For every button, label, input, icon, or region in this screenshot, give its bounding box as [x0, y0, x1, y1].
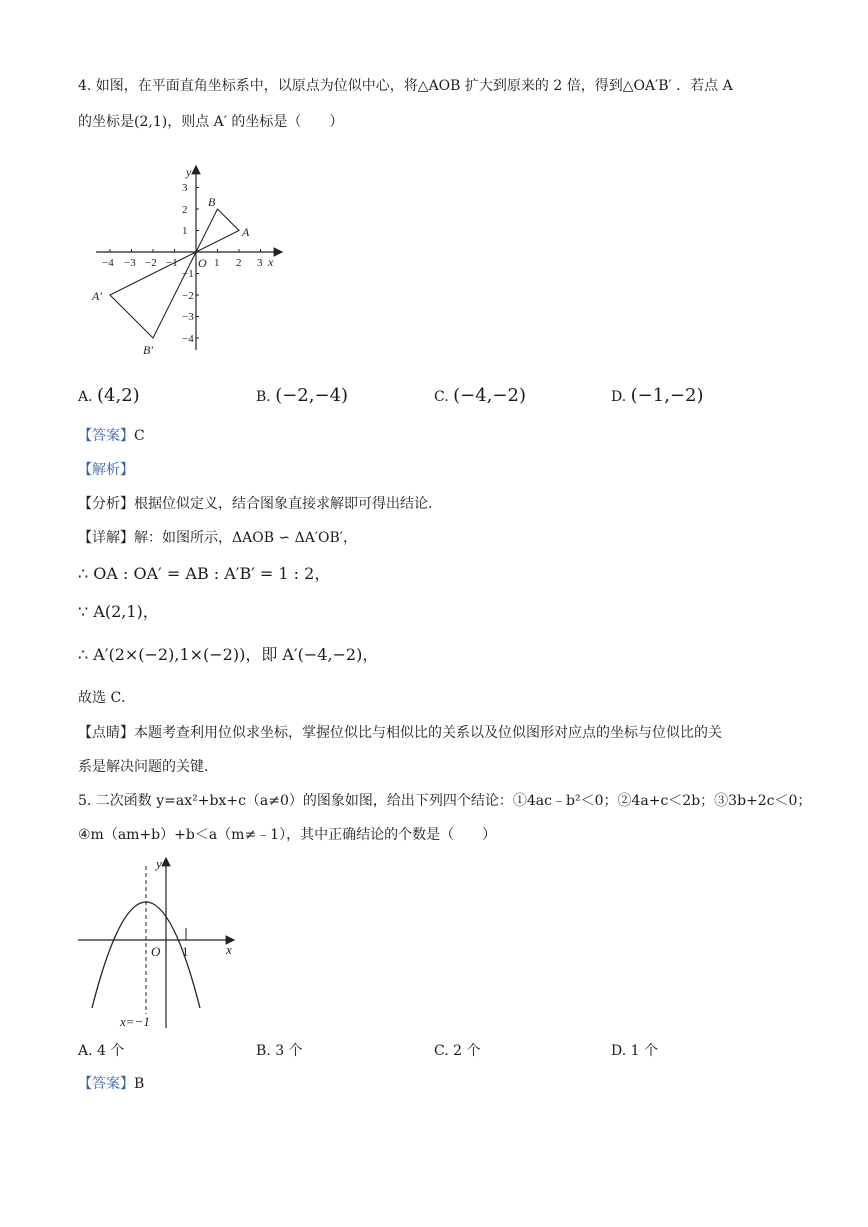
q4-step-3: ∴ A′(2×(−2),1×(−2))，即 A′(−4,−2)， — [78, 645, 379, 664]
q5-parabola-figure — [76, 852, 246, 1032]
q4-fenxi — [78, 494, 442, 514]
q4-option-c[interactable] — [434, 385, 526, 406]
x-tick-label: −3 — [124, 257, 136, 269]
analysis-tag: 【解析】 — [78, 462, 134, 478]
q5-option-c[interactable] — [434, 1040, 480, 1060]
option-value: (4,2) — [97, 385, 140, 406]
y-tick-label: −4 — [182, 333, 194, 345]
y-tick-label: 1 — [182, 225, 188, 237]
q5-stem-line2: ④m（am+b）+b＜a（m≠﹣1），其中正确结论的个数是（ ） — [78, 827, 497, 843]
origin-label: O — [198, 256, 207, 270]
q4-option-a[interactable] — [78, 385, 140, 406]
q4-option-d[interactable] — [611, 385, 703, 406]
option-letter: D. — [611, 389, 627, 405]
origin-label: O — [151, 944, 161, 959]
option-letter: A. — [78, 389, 93, 405]
q4-stem-line1: 4. 如图，在平面直角坐标系中，以原点为位似中心，将△AOB 扩大到原来的 2 倍，得到△OA′B′ ．若点 A — [78, 78, 733, 94]
q5-option-b[interactable] — [256, 1040, 303, 1060]
option-letter: A. — [78, 1043, 93, 1059]
y-tick-label: 3 — [182, 182, 188, 194]
q4-analysis-heading — [78, 460, 134, 480]
q4-step-2: ∵ A(2,1)， — [78, 602, 159, 621]
q5-option-d[interactable] — [611, 1040, 658, 1060]
q4-option-b[interactable] — [256, 385, 348, 406]
option-value: (−4,−2) — [453, 385, 526, 406]
y-tick-label: −2 — [182, 290, 194, 302]
x-tick-label: −4 — [102, 257, 114, 269]
option-letter: C. — [434, 1043, 449, 1059]
tick-1-label: 1 — [182, 944, 189, 959]
x-tick-label: −2 — [145, 257, 157, 269]
q4-dianjing — [78, 723, 722, 743]
triangle-aob — [196, 209, 239, 252]
q4-dianjing-cont: 系是解决问题的关键． — [78, 759, 218, 775]
y-tick-label: −1 — [182, 268, 194, 280]
xiangjie-text: 解：如图所示，ΔAOB ∽ ΔA′OB′， — [134, 530, 357, 546]
option-value: 2 个 — [453, 1043, 481, 1059]
q4-xiangjie — [78, 528, 357, 548]
xiangjie-tag: 【详解】 — [78, 530, 134, 546]
option-value: (−2,−4) — [275, 385, 349, 406]
dianjing-text: 本题考查利用位似求坐标，掌握位似比与相似比的关系以及位似图形对应点的坐标与位似比的关 — [134, 725, 722, 741]
option-letter: C. — [434, 389, 449, 405]
point-b2-label: B′ — [143, 343, 153, 357]
option-letter: D. — [611, 1043, 627, 1059]
answer-value: B — [134, 1076, 145, 1092]
q5-option-a[interactable] — [78, 1040, 124, 1060]
q4-step-4: 故选 C． — [78, 690, 136, 706]
y-tick-label: 2 — [182, 204, 188, 216]
q4-answer — [78, 426, 145, 446]
answer-tag: 【答案】 — [78, 1076, 134, 1092]
x-tick-label: 1 — [214, 257, 220, 269]
option-letter: B. — [256, 1043, 271, 1059]
dianjing-tag: 【点睛】 — [78, 725, 134, 741]
option-value: 1 个 — [630, 1043, 658, 1059]
y-axis-label: y — [186, 165, 192, 179]
y-tick-label: −3 — [182, 311, 194, 323]
option-value: 3 个 — [275, 1043, 303, 1059]
symmetry-label: x=−1 — [120, 1014, 150, 1029]
answer-value: C — [134, 428, 145, 444]
point-b-label: B — [208, 195, 216, 209]
x-tick-label: −1 — [166, 257, 178, 269]
y-axis-label: y — [156, 856, 162, 871]
q4-coordinate-figure — [90, 158, 290, 368]
q5-stem-line1: 5. 二次函数 y=ax²+bx+c（a≠0）的图象如图，给出下列四个结论：①4ac﹣b²＜0；②4a+c＜2b；③3b+2c＜0； — [78, 793, 812, 809]
x-tick-label: 2 — [236, 257, 242, 269]
answer-tag: 【答案】 — [78, 428, 134, 444]
q5-answer — [78, 1074, 144, 1094]
point-a2-label: A′ — [92, 289, 102, 303]
option-value: (−1,−2) — [630, 385, 704, 406]
x-axis-label: x — [268, 255, 274, 269]
option-value: 4 个 — [97, 1043, 125, 1059]
point-a-label: A — [242, 225, 250, 239]
x-tick-label: 3 — [257, 257, 263, 269]
option-letter: B. — [256, 389, 271, 405]
q4-step-1: ∴ OA : OA′ = AB : A′B′ = 1 : 2， — [78, 564, 331, 583]
fenxi-text: 根据位似定义，结合图象直接求解即可得出结论． — [134, 496, 442, 512]
fenxi-tag: 【分析】 — [78, 496, 134, 512]
q4-stem-line2: 的坐标是(2,1)，则点 A′ 的坐标是（ ） — [78, 114, 344, 130]
x-axis-label: x — [226, 942, 232, 957]
